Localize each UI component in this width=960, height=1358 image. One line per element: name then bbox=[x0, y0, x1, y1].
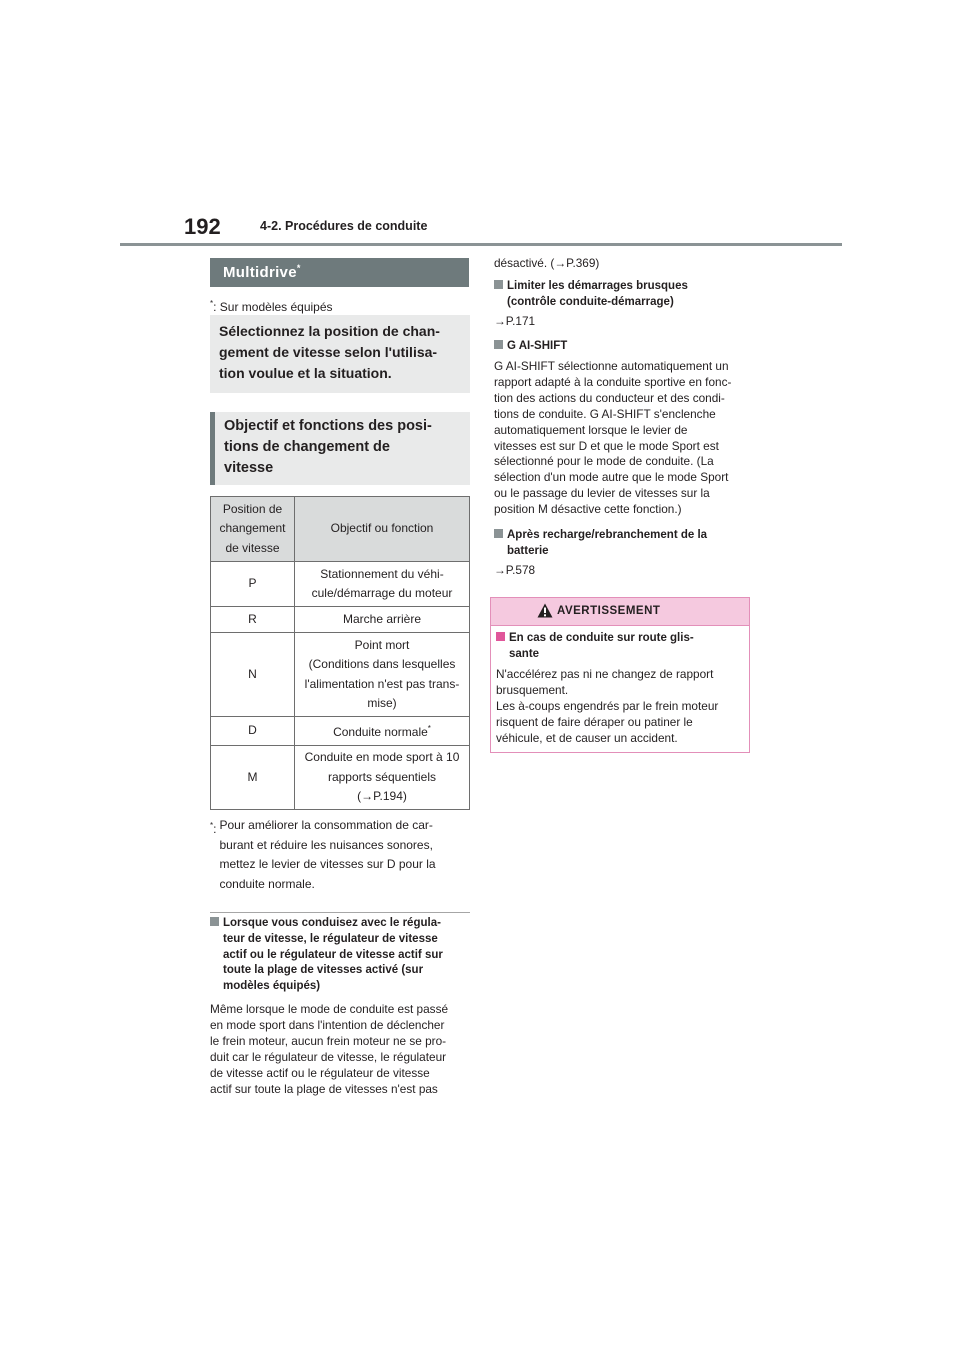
body-line: duit car le régulateur de vitesse, le régulateur bbox=[210, 1049, 447, 1064]
function-cell bbox=[295, 717, 470, 746]
battery-recharge-heading-text bbox=[507, 528, 707, 560]
multidrive-title-bar bbox=[210, 258, 469, 287]
deactivated-continuation: désactivé. (→P.369) bbox=[494, 256, 600, 270]
function-line: Point mort bbox=[354, 637, 410, 652]
footnote-asterisk: * bbox=[210, 821, 214, 830]
footnote-asterisk: * bbox=[210, 299, 214, 308]
objective-line: Objectif et fonctions des posi- bbox=[224, 418, 432, 434]
page-number: 192 bbox=[184, 214, 221, 239]
body-line: Les à-coups engendrés par le frein moteur bbox=[496, 698, 719, 713]
table-row bbox=[211, 607, 470, 633]
warning-title: AVERTISSEMENT bbox=[557, 605, 661, 617]
warning-text bbox=[496, 667, 746, 747]
section-title: 4-2. Procédures de conduite bbox=[260, 219, 428, 233]
body-line: en mode sport dans l'intention de déclencher bbox=[210, 1017, 445, 1032]
table-header-row bbox=[211, 497, 470, 562]
function-cell bbox=[295, 607, 470, 633]
heading-line: Après recharge/rebranchement de la bbox=[507, 529, 708, 541]
footnote-line: burant et réduire les nuisances sonores, bbox=[219, 837, 433, 852]
function-line: Conduite en mode sport à 10 bbox=[304, 750, 460, 765]
body-line: automatiquement lorsque le levier de bbox=[494, 422, 688, 437]
function-line: (Conditions dans lesquelles bbox=[308, 657, 456, 671]
footnote-equipped: *: Sur modèles équipés bbox=[210, 299, 333, 314]
table-row bbox=[211, 746, 470, 810]
function-cell bbox=[295, 746, 470, 810]
abrupt-start-page-ref: →P.171 bbox=[494, 314, 536, 328]
abrupt-start-heading bbox=[494, 279, 754, 311]
heading-line: sante bbox=[509, 647, 540, 660]
select-line: Sélectionnez la position de chan- bbox=[219, 323, 440, 339]
g-ai-shift-text bbox=[494, 359, 756, 518]
body-line: vitesses est sur D et que le mode Sport est bbox=[494, 438, 719, 453]
footnote-normal-driving: *: Pour améliorer la consommation de car- burant et réduire les nuisances sonores, mettez le levier de vitesses sur D pour la conduite normale. bbox=[210, 816, 472, 894]
function-line: rapports séquentiels bbox=[327, 769, 437, 784]
footnote-line: Pour améliorer la consommation de car- bbox=[219, 818, 433, 832]
multidrive-title: Multidrive bbox=[223, 264, 297, 281]
heading-line: Limiter les démarrages brusques bbox=[507, 280, 688, 292]
warning-subheading-text bbox=[509, 631, 739, 663]
header-objective: Objectif ou fonction bbox=[295, 497, 470, 562]
heading-line: modèles équipés) bbox=[223, 980, 321, 993]
body-line: tions de conduite. G AI-SHIFT s'enclenche bbox=[494, 406, 716, 421]
table-row bbox=[211, 717, 470, 746]
position-cell: N bbox=[211, 633, 295, 717]
gray-square-bullet-icon bbox=[494, 340, 503, 349]
gray-square-bullet-icon bbox=[494, 280, 503, 289]
body-line: brusquement. bbox=[496, 682, 569, 697]
body-line: rapport adapté à la conduite sportive en fonc- bbox=[494, 374, 732, 389]
footnote-normal-driving-text bbox=[219, 816, 455, 894]
cruise-control-text bbox=[210, 1002, 472, 1097]
heading-line: teur de vitesse, le régulateur de vitesse bbox=[223, 932, 438, 945]
body-line: position M désactive cette fonction.) bbox=[494, 502, 682, 517]
body-line: le frein moteur, aucun frein moteur ne se pro- bbox=[210, 1033, 447, 1048]
section-divider bbox=[210, 912, 470, 913]
header-position-line: Position de bbox=[222, 501, 283, 516]
position-cell: P bbox=[211, 562, 295, 607]
cruise-control-heading-text bbox=[223, 916, 469, 995]
warning-subheading bbox=[496, 631, 746, 663]
warning-triangle-icon bbox=[537, 603, 553, 618]
function-line: l'alimentation n'est pas trans- bbox=[304, 676, 460, 691]
heading-line: actif ou le régulateur de vitesse actif sur bbox=[223, 948, 443, 961]
heading-line: toute la plage de vitesses activé (sur bbox=[223, 964, 424, 977]
function-line: Marche arrière bbox=[342, 611, 422, 626]
table-row bbox=[211, 633, 470, 717]
body-line: risquent de faire déraper ou patiner le bbox=[496, 714, 693, 729]
normal-driving-asterisk: * bbox=[427, 724, 431, 734]
body-line: véhicule, et de causer un accident. bbox=[496, 730, 678, 745]
battery-recharge-page-ref: →P.578 bbox=[494, 563, 536, 577]
table-row bbox=[211, 562, 470, 607]
footnote-line: mettez le levier de vitesses sur D pour la bbox=[219, 857, 436, 871]
heading-line: batterie bbox=[507, 544, 549, 557]
header-position-line: de vitesse bbox=[225, 540, 280, 555]
body-line: de vitesse actif ou le régulateur de vitesse bbox=[210, 1065, 430, 1080]
warning-header bbox=[491, 598, 749, 626]
pink-square-bullet-icon bbox=[496, 632, 505, 641]
body-line: Même lorsque le mode de conduite est passé bbox=[210, 1002, 449, 1016]
gray-square-bullet-icon bbox=[210, 917, 219, 926]
header-position-line: changement bbox=[219, 521, 286, 536]
objective-heading-box bbox=[210, 412, 470, 485]
select-line: gement de vitesse selon l'utilisa- bbox=[219, 344, 438, 360]
g-ai-shift-heading-text: G AI-SHIFT bbox=[507, 340, 568, 352]
gray-square-bullet-icon bbox=[494, 529, 503, 538]
heading-line: (contrôle conduite-démarrage) bbox=[507, 295, 674, 308]
header-position bbox=[211, 497, 295, 562]
select-position-box bbox=[210, 315, 470, 393]
position-cell: D bbox=[211, 717, 295, 746]
footnote-line: conduite normale. bbox=[219, 876, 315, 891]
footnote-equipped-text: Sur modèles équipés bbox=[219, 300, 333, 314]
function-line: (→P.194) bbox=[357, 789, 407, 804]
function-line: mise) bbox=[367, 696, 397, 710]
body-line: G AI-SHIFT sélectionne automatiquement un bbox=[494, 359, 729, 373]
objective-line: vitesse bbox=[224, 460, 274, 476]
gear-position-table bbox=[210, 496, 470, 810]
function-cell bbox=[295, 562, 470, 607]
body-line: sélection d'un mode autre que le mode Sport bbox=[494, 470, 729, 485]
abrupt-start-heading-text bbox=[507, 279, 688, 311]
heading-line: En cas de conduite sur route glis- bbox=[509, 632, 694, 644]
function-line: Conduite normale bbox=[333, 725, 428, 740]
objective-line: tions de changement de bbox=[224, 439, 390, 455]
body-line: tion des actions du conducteur et des condi- bbox=[494, 390, 725, 405]
cruise-control-heading bbox=[210, 916, 472, 995]
body-line: N'accélérez pas ni ne changez de rapport bbox=[496, 667, 714, 681]
header-divider bbox=[120, 243, 842, 246]
body-line: ou le passage du levier de vitesses sur la bbox=[494, 486, 710, 501]
warning-box bbox=[490, 597, 750, 753]
position-cell: R bbox=[211, 607, 295, 633]
function-cell bbox=[295, 633, 470, 717]
body-line: sélectionné pour le mode de conduite. (La bbox=[494, 454, 714, 469]
battery-recharge-heading bbox=[494, 528, 754, 560]
multidrive-asterisk: * bbox=[296, 263, 301, 273]
position-cell: M bbox=[211, 746, 295, 810]
g-ai-shift-heading bbox=[494, 339, 567, 355]
heading-line: Lorsque vous conduisez avec le régula- bbox=[223, 917, 441, 929]
select-line: tion voulue et la situation. bbox=[219, 365, 392, 381]
function-line: cule/démarrage du moteur bbox=[311, 586, 453, 600]
function-line: Stationnement du véhi- bbox=[320, 566, 444, 581]
body-line: actif sur toute la plage de vitesses n'est pas bbox=[210, 1081, 438, 1096]
